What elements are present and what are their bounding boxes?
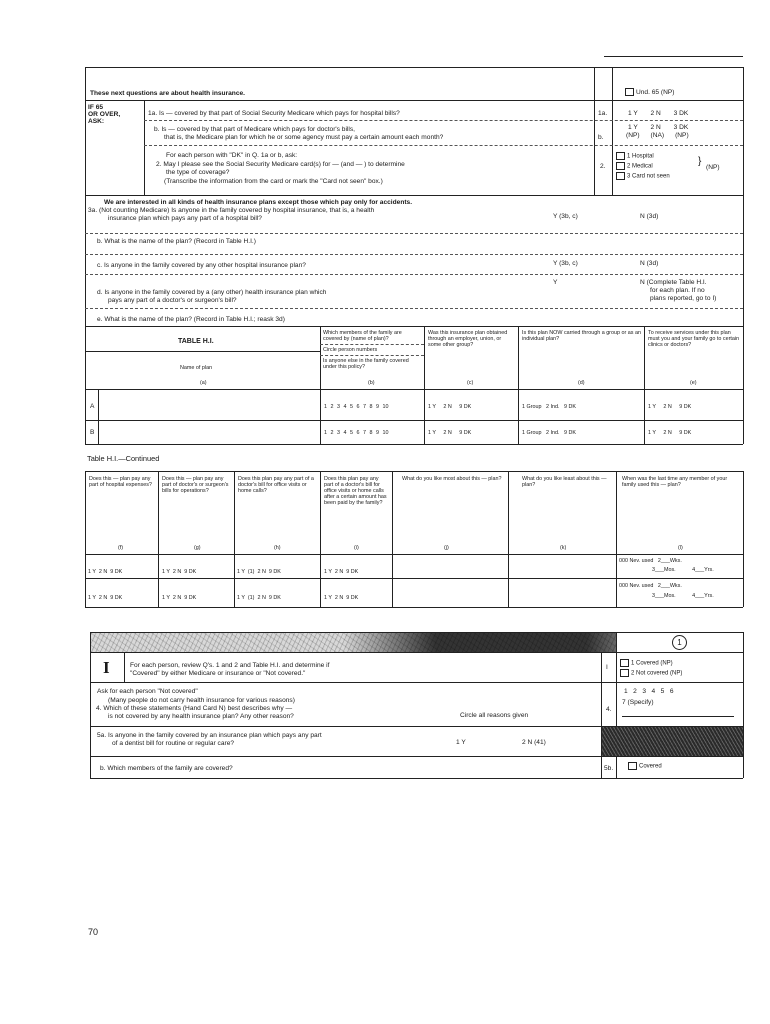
circle-number: 1 <box>672 635 687 650</box>
specify-line[interactable] <box>622 716 734 717</box>
q5b-covered-option[interactable]: Covered <box>628 762 662 770</box>
table2-l: (l) <box>678 545 683 551</box>
q3d-no-note2: for each plan. If no <box>650 287 705 294</box>
table1-row-b-e[interactable]: 1 Y 2 N 9 DK <box>648 430 692 436</box>
q1a-answers[interactable]: 1 Y 2 N 3 DK <box>628 110 689 117</box>
q3d-line1: d. Is anyone in the family covered by a (any other) health insurance plan which <box>97 289 327 296</box>
checkbox[interactable] <box>616 152 625 160</box>
table1-col-e-head: To receive services under this plan must you and your family go to certain clinics or doctors? <box>648 330 740 348</box>
page-number: 70 <box>88 927 99 937</box>
q4-num: 4. <box>606 706 612 713</box>
table1-col-d-head: Is this plan NOW carried through a group or as an individual plan? <box>522 330 641 342</box>
q2-line2: 2. May I please see the Social Security Medicare card(s) for — (and — ) to determine <box>156 161 405 168</box>
table2-title: Table H.I.—Continued <box>87 454 160 463</box>
q4-line1: Ask for each person "Not covered" <box>97 688 198 695</box>
q2-np: (NP) <box>706 164 720 171</box>
table1-col-a: (a) <box>200 380 207 386</box>
q1a-text: 1a. Is — covered by that part of Social Security Medicare which pays for hospital bills? <box>148 110 400 117</box>
table2-g-head: Does this — plan pay any part of doctor's or surgeon's bills for operations? <box>162 476 229 494</box>
table2-l-head: When was the last time any member of your family used this — plan? <box>622 476 728 488</box>
table2-row1-f[interactable]: 1 Y 2 N 9 DK <box>88 569 123 575</box>
q3b-text: b. What is the name of the plan? (Record in Table H.I.) <box>97 238 256 245</box>
option-covered[interactable]: 1 Covered (NP) <box>620 659 682 669</box>
table2-row1-l2[interactable]: 3___Mos. 4___Yrs. <box>652 567 714 573</box>
table2-row2-f[interactable]: 1 Y 2 N 9 DK <box>88 595 123 601</box>
table2-row2-h[interactable]: 1 Y (1) 2 N 9 DK <box>237 595 281 601</box>
table1-col-b-head2: Circle person numbers <box>323 347 378 353</box>
q1b-line2: that is, the Medicare plan for which he or some agency must pay a certain amount each month? <box>164 134 444 141</box>
section-i-letter: I <box>103 658 110 677</box>
q3-intro: We are interested in all kinds of health insurance plans except those which pay only for accidents. <box>104 199 413 206</box>
q3c-no[interactable]: N (3d) <box>640 260 659 267</box>
table2-row2-i[interactable]: 1 Y 2 N 9 DK <box>324 595 359 601</box>
q3c-text: c. Is anyone in the family covered by any other hospital insurance plan? <box>97 262 306 269</box>
q2-line3: the type of coverage? <box>166 169 230 176</box>
q2-line4: (Transcribe the information from the card or mark the "Card not seen" box.) <box>164 178 383 185</box>
option-hospital[interactable]: 1 Hospital <box>616 152 670 162</box>
scan-noise-header <box>91 633 616 652</box>
q5a-line1: 5a. Is anyone in the family covered by an insurance plan which pays any part <box>97 732 322 739</box>
option-card-not-seen[interactable]: 3 Card not seen <box>616 172 670 182</box>
table2-row1-i[interactable]: 1 Y 2 N 9 DK <box>324 569 359 575</box>
table1-col-b-head1: Which members of the family are covered by (name of plan)? <box>323 330 402 342</box>
age-label: IF 65 OR OVER, ASK: <box>88 104 121 125</box>
q3a-line1: 3a. (Not counting Medicare) Is anyone in the family covered by hospital insurance, that is, a health <box>88 207 375 214</box>
checkbox[interactable] <box>616 162 625 170</box>
table2-row2-l2[interactable]: 3___Mos. 4___Yrs. <box>652 593 714 599</box>
table1-col-a-head: Name of plan <box>180 365 213 371</box>
table1-col-d: (d) <box>578 380 585 386</box>
q4-specify[interactable]: 7 (Specify) <box>622 699 654 706</box>
table2-k-head: What do you like least about this — plan? <box>522 476 607 488</box>
table1-col-c-head: Was this insurance plan obtained through an employer, union, or some other group? <box>428 330 508 348</box>
table2-j-head: What do you like most about this — plan? <box>402 476 502 482</box>
table2-row2-g[interactable]: 1 Y 2 N 9 DK <box>162 595 197 601</box>
checkbox[interactable] <box>620 659 629 667</box>
q4-line2: (Many people do not carry health insurance for various reasons) <box>108 697 295 704</box>
q3d-line2: pays any part of a doctor's or surgeon's bill? <box>108 297 237 304</box>
table1-col-c: (c) <box>467 380 474 386</box>
table2-i-head: Does this plan pay any part of a doctor's bill for office visits or home calls after a certain amount has been paid by the family? <box>324 476 387 506</box>
section-i-num: I <box>606 664 608 671</box>
table2-row1-g[interactable]: 1 Y 2 N 9 DK <box>162 569 197 575</box>
table1-row-b-c[interactable]: 1 Y 2 N 9 DK <box>428 430 472 436</box>
checkbox[interactable] <box>625 88 634 96</box>
brace-icon: } <box>698 156 702 167</box>
table1-col-e: (e) <box>690 380 697 386</box>
table1-row-a-label: A <box>90 403 95 410</box>
table1-row-a-c[interactable]: 1 Y 2 N 9 DK <box>428 404 472 410</box>
table1-row-b-d[interactable]: 1 Group 2 Ind. 9 DK <box>522 430 576 436</box>
table2-row1-l1[interactable]: 000 Nev. used 2___Wks. <box>619 558 682 564</box>
checkbox[interactable] <box>628 762 637 770</box>
q2-line1: For each person with "DK" in Q. 1a or b, ask: <box>166 152 298 159</box>
table2-f-head: Does this — plan pay any part of hospital expenses? <box>89 476 152 488</box>
q3d-no-note3: plans reported, go to I) <box>650 295 717 302</box>
table1-title: TABLE H.I. <box>178 338 214 345</box>
table2-f: (f) <box>118 545 124 551</box>
scan-noise-dark <box>602 727 743 756</box>
q1a-num: 1a. <box>598 110 608 117</box>
q3d-yes[interactable]: Y <box>553 279 558 286</box>
q3a-yes[interactable]: Y (3b, c) <box>553 213 578 220</box>
table1-row-a-d[interactable]: 1 Group 2 Ind. 9 DK <box>522 404 576 410</box>
q4-circle-note: Circle all reasons given <box>460 712 529 719</box>
table1-row-a-persons[interactable]: 1 2 3 4 5 6 7 8 9 10 <box>324 404 389 410</box>
intro-text: These next questions are about health insurance. <box>90 90 245 97</box>
table1-row-a-e[interactable]: 1 Y 2 N 9 DK <box>648 404 692 410</box>
section-i-text1: For each person, review Q's. 1 and 2 and Table H.I. and determine if <box>130 662 330 669</box>
q3d-no[interactable]: N (Complete Table H.I. <box>640 279 707 286</box>
table1-row-b-persons[interactable]: 1 2 3 4 5 6 7 8 9 10 <box>324 430 389 436</box>
q1b-answer-notes: (NP) (NA) (NP) <box>626 132 689 139</box>
checkbox[interactable] <box>616 172 625 180</box>
table1-col-b-head3: Is anyone else in the family covered under this policy? <box>323 358 409 370</box>
section-i-text2: "Covered" by either Medicare or insurance or "Not covered." <box>130 670 306 677</box>
table2-row2-l1[interactable]: 000 Nev. used 2___Wks. <box>619 583 682 589</box>
q5a-no[interactable]: 2 N (41) <box>522 739 546 746</box>
q3c-yes[interactable]: Y (3b, c) <box>553 260 578 267</box>
und65-option[interactable]: Und. 65 (NP) <box>625 88 674 96</box>
q1b-line1: b. Is — covered by that part of Medicare which pays for doctor's bills, <box>154 126 355 133</box>
table1-col-b: (b) <box>368 380 375 386</box>
q2-num: 2. <box>600 163 606 170</box>
table2-j: (j) <box>444 545 449 551</box>
table2-i: (i) <box>354 545 359 551</box>
q1b-answers[interactable]: 1 Y 2 N 3 DK <box>628 124 689 131</box>
section-i-options[interactable] <box>620 659 682 678</box>
q4-line4: is not covered by any health insurance plan? Any other reason? <box>108 713 294 720</box>
q2-options[interactable] <box>616 152 670 182</box>
table1-row-b-label: B <box>90 429 95 436</box>
table2-row1-h[interactable]: 1 Y (1) 2 N 9 DK <box>237 569 281 575</box>
table2-g: (g) <box>194 545 201 551</box>
checkbox[interactable] <box>620 669 629 677</box>
table2-h-head: Does this plan pay any part of a doctor's bill for office visits or home calls? <box>238 476 314 494</box>
q3a-no[interactable]: N (3d) <box>640 213 659 220</box>
q5a-line2: of a dentist bill for routine or regular care? <box>112 740 235 747</box>
table2-k: (k) <box>560 545 567 551</box>
q3a-line2: insurance plan which pays any part of a hospital bill? <box>108 215 262 222</box>
q1b-num: b. <box>598 134 604 141</box>
option-not-covered[interactable]: 2 Not covered (NP) <box>620 669 682 679</box>
q5b-text: b. Which members of the family are covered? <box>100 765 233 772</box>
q5b-num: 5b. <box>604 765 614 772</box>
q4-line3: 4. Which of these statements (Hand Card N) best describes why — <box>96 705 293 712</box>
q5a-yes[interactable]: 1 Y <box>456 739 466 746</box>
top-rule <box>604 56 743 57</box>
table2-h: (h) <box>274 545 281 551</box>
q3e-text: e. What is the name of the plan? (Record in Table H.I.; reask 3d) <box>97 316 285 323</box>
q4-answers[interactable]: 1 2 3 4 5 6 <box>624 688 674 695</box>
option-medical[interactable]: 2 Medical <box>616 162 670 172</box>
